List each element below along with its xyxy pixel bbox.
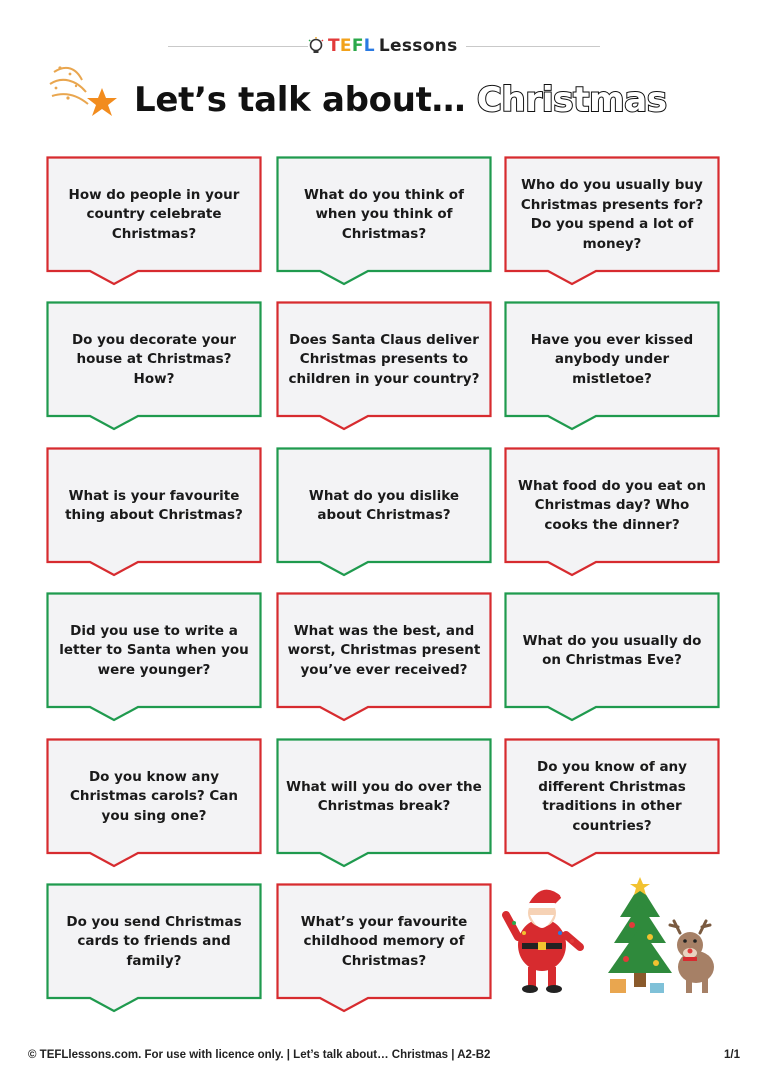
lightbulb-icon xyxy=(306,36,326,56)
christmas-tree-icon xyxy=(608,877,672,993)
question-card xyxy=(276,156,492,286)
question-text: What do you usually do on Christmas Eve? xyxy=(522,632,702,668)
question-card xyxy=(276,592,492,722)
footer-copyright: © TEFLlessons.com. For use with licence only. | Let’s talk about… Christmas | A2-B2 xyxy=(28,1049,491,1061)
question-text: Do you decorate your house at Christmas? How? xyxy=(71,331,237,387)
question-card xyxy=(46,592,262,722)
question-text: What is your favourite thing about Christmas? xyxy=(65,487,243,523)
footer-page-number: 1/1 xyxy=(724,1049,740,1061)
question-text: Do you send Christmas cards to friends and family? xyxy=(66,913,242,969)
title-main: Let’s talk about… xyxy=(134,80,466,120)
christmas-illustration xyxy=(500,875,730,1000)
question-card xyxy=(46,738,262,868)
brand-letter: F xyxy=(351,36,364,56)
brand-letter: T xyxy=(328,36,340,56)
question-text: Do you know any Christmas carols? Can you sing one? xyxy=(69,768,239,824)
question-card xyxy=(276,738,492,868)
question-text: How do people in your country celebrate Christmas? xyxy=(68,186,240,242)
question-card xyxy=(46,156,262,286)
brand-letter: L xyxy=(363,36,375,56)
santa-icon xyxy=(506,890,580,993)
header-rule-left xyxy=(168,46,308,47)
question-card xyxy=(276,301,492,431)
question-text: Do you know of any different Christmas traditions in other countries? xyxy=(537,759,687,834)
question-text: What do you dislike about Christmas? xyxy=(308,487,460,523)
question-card xyxy=(276,883,492,1013)
question-card xyxy=(46,447,262,577)
brand-word: Lessons xyxy=(378,36,458,56)
question-text: Have you ever kissed anybody under mistletoe? xyxy=(530,331,694,387)
question-text: What was the best, and worst, Christmas present you’ve ever received? xyxy=(287,622,481,678)
question-text: What do you think of when you think of Christmas? xyxy=(304,186,464,242)
header-rule-right xyxy=(466,46,600,47)
question-card xyxy=(504,447,720,577)
title-highlight: Christmas xyxy=(476,80,667,120)
question-text: Who do you usually buy Christmas presents for? Do you spend a lot of money? xyxy=(520,177,704,252)
question-card xyxy=(46,883,262,1013)
shooting-star-icon xyxy=(46,58,120,124)
brand-logo xyxy=(306,33,458,59)
page-title xyxy=(134,80,667,120)
page-title-area xyxy=(46,72,726,138)
question-card xyxy=(504,301,720,431)
question-card xyxy=(46,301,262,431)
question-card xyxy=(504,738,720,868)
question-text: What’s your favourite childhood memory of Christmas? xyxy=(300,913,468,969)
question-text: What will you do over the Christmas break? xyxy=(286,778,482,814)
brand-letter: E xyxy=(339,36,352,56)
question-text: Did you use to write a letter to Santa when you were younger? xyxy=(59,622,249,678)
reindeer-icon xyxy=(670,921,714,993)
question-card xyxy=(276,447,492,577)
question-card xyxy=(504,592,720,722)
question-text: Does Santa Claus deliver Christmas presents to children in your country? xyxy=(288,331,480,387)
question-text: What food do you eat on Christmas day? Who cooks the dinner? xyxy=(518,477,706,533)
question-card xyxy=(504,156,720,286)
